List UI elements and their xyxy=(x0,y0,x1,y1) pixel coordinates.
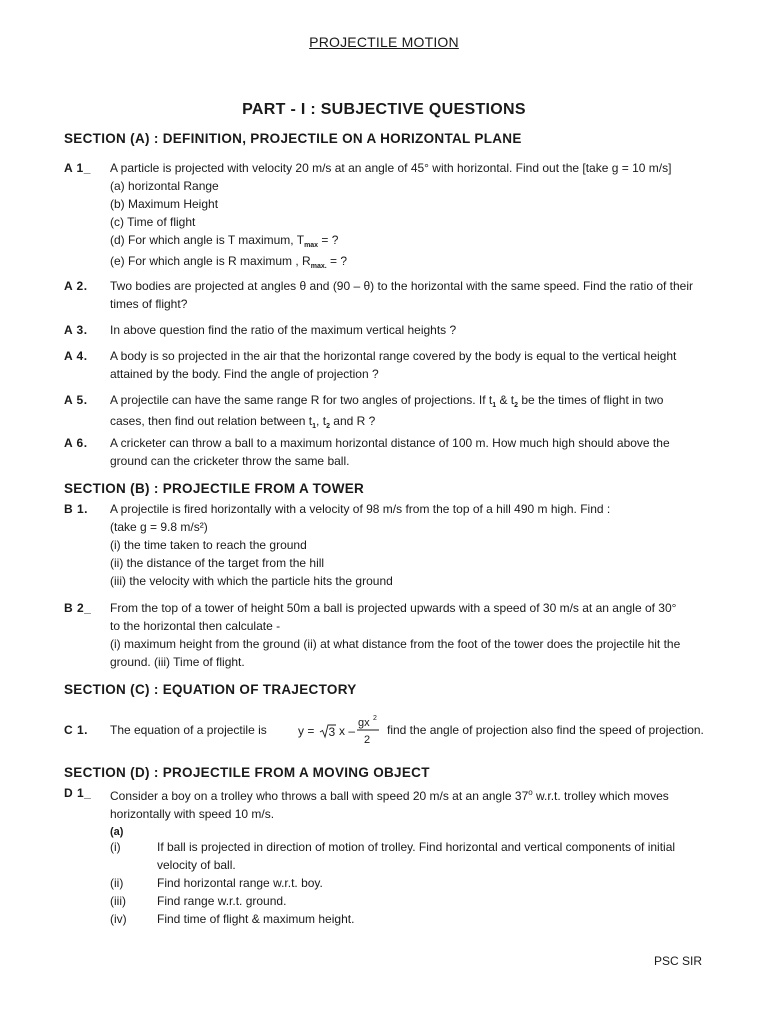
list-item xyxy=(110,892,704,910)
part-title: PART - I : SUBJECTIVE QUESTIONS xyxy=(242,101,526,118)
question-a4 xyxy=(64,347,704,383)
question-text: Consider a boy on a trolley who throws a ball with speed 20 m/s at an angle 37$^o$ w.r.t. trolley which moves xyxy=(110,788,669,803)
sub-part-e: (e) For which angle is R maximum , $R_{max.}$ = ? xyxy=(110,254,348,270)
eq-x: x – xyxy=(339,724,356,738)
question-text: A particle is projected with velocity 20 m/s at an angle of 45° with horizontal. Find out the [take g = 10 m/s] xyxy=(110,161,672,175)
question-text: horizontally with speed 10 m/s. xyxy=(110,807,275,821)
sub-part-a: (a) horizontal Range xyxy=(110,179,219,193)
question-text: (ii) the distance of the target from the hill xyxy=(110,556,325,570)
question-number: A 4. xyxy=(64,349,88,363)
question-text: A projectile is fired horizontally with a velocity of 98 m/s from the top of a hill 490 m high. Find : xyxy=(110,502,611,516)
item-text: If ball is projected in direction of motion of trolley. Find horizontal and vertical components of initial velocity of ball. xyxy=(157,840,676,872)
item-label: (iii) xyxy=(110,894,126,908)
section-b-heading: SECTION (B) : PROJECTILE FROM A TOWER xyxy=(64,481,365,496)
question-number: A 6. xyxy=(64,436,88,450)
list-item xyxy=(110,874,704,892)
question-text: (iii) the velocity with which the particle hits the ground xyxy=(110,574,393,588)
question-text: In above question find the ratio of the maximum vertical heights ? xyxy=(110,323,457,337)
question-text: ground. (iii) Time of flight. xyxy=(110,655,245,669)
question-a1 xyxy=(64,159,704,273)
question-text: ground can the cricketer throw the same ball. xyxy=(110,454,350,468)
question-d1-items xyxy=(64,838,704,928)
question-a5 xyxy=(64,391,704,433)
question-number: A 5. xyxy=(64,393,88,407)
part-label: (a) xyxy=(110,826,124,838)
question-number: B 1. xyxy=(64,502,89,516)
question-number: D 1_ xyxy=(64,786,92,800)
question-a6 xyxy=(64,434,704,470)
list-item xyxy=(110,910,704,928)
section-a-heading: SECTION (A) : DEFINITION, PROJECTILE ON A HORIZONTAL PLANE xyxy=(64,131,522,146)
question-text: A projectile can have the same range R for two angles of projections. If $t_1$ & $t_2$ be the times of flight in two xyxy=(110,393,664,409)
question-text: cases, then find out relation between $t_1$, $t_2$ and R ? xyxy=(110,414,376,430)
question-text: (take g = 9.8 m/s²) xyxy=(110,520,208,534)
eq-numerator: gx xyxy=(358,717,370,729)
question-d1 xyxy=(64,784,704,841)
question-number: A 1_ xyxy=(64,161,91,175)
question-text: find the angle of projection also find the speed of projection. xyxy=(387,723,704,737)
question-b1 xyxy=(64,500,704,590)
question-number: A 3. xyxy=(64,323,88,337)
question-text: A body is so projected in the air that the horizontal range covered by the body is equal to the vertical height xyxy=(110,349,677,363)
question-text: A cricketer can throw a ball to a maximum horizontal distance of 100 m. How much high should above the xyxy=(110,436,670,450)
item-label: (iv) xyxy=(110,912,127,926)
section-d-heading: SECTION (D) : PROJECTILE FROM A MOVING OBJECT xyxy=(64,765,430,780)
question-text: (i) maximum height from the ground (ii) at what distance from the foot of the tower does the projectile hit the xyxy=(110,637,681,651)
trajectory-equation xyxy=(296,712,386,748)
item-text: Find range w.r.t. ground. xyxy=(157,894,287,908)
sub-part-d: (d) For which angle is T maximum, $T_{max}$ = ? xyxy=(110,233,339,249)
question-a2 xyxy=(64,277,704,313)
item-label: (i) xyxy=(110,840,121,854)
item-label: (ii) xyxy=(110,876,124,890)
footer-author: PSC SIR xyxy=(654,954,703,968)
eq-y: y = xyxy=(298,724,315,738)
list-item xyxy=(110,838,704,874)
question-text: to the horizontal then calculate - xyxy=(110,619,281,633)
question-text: times of flight? xyxy=(110,297,188,311)
question-number: B 2_ xyxy=(64,601,92,615)
question-number: C 1. xyxy=(64,723,89,737)
sub-part-c: (c) Time of flight xyxy=(110,215,196,229)
question-a3 xyxy=(64,321,704,339)
section-c-heading: SECTION (C) : EQUATION OF TRAJECTORY xyxy=(64,682,357,697)
item-text: Find horizontal range w.r.t. boy. xyxy=(157,876,323,890)
item-text: Find time of flight & maximum height. xyxy=(157,912,355,926)
sub-part-b: (b) Maximum Height xyxy=(110,197,219,211)
eq-root: 3 xyxy=(328,725,336,739)
page-title: PROJECTILE MOTION xyxy=(309,34,459,50)
question-text: attained by the body. Find the angle of projection ? xyxy=(110,367,379,381)
question-c1 xyxy=(64,712,704,748)
question-text: The equation of a projectile is xyxy=(110,723,267,737)
question-text: Two bodies are projected at angles θ and (90 – θ) to the horizontal with the same speed. Find the ratio of their xyxy=(110,279,694,293)
eq-exponent: 2 xyxy=(373,715,377,722)
question-b2 xyxy=(64,599,704,671)
question-text: From the top of a tower of height 50m a ball is projected upwards with a speed of 30 m/s at an angle of 30° xyxy=(110,601,677,615)
question-number: A 2. xyxy=(64,279,88,293)
question-text: (i) the time taken to reach the ground xyxy=(110,538,307,552)
eq-denominator: 2 xyxy=(364,734,371,746)
